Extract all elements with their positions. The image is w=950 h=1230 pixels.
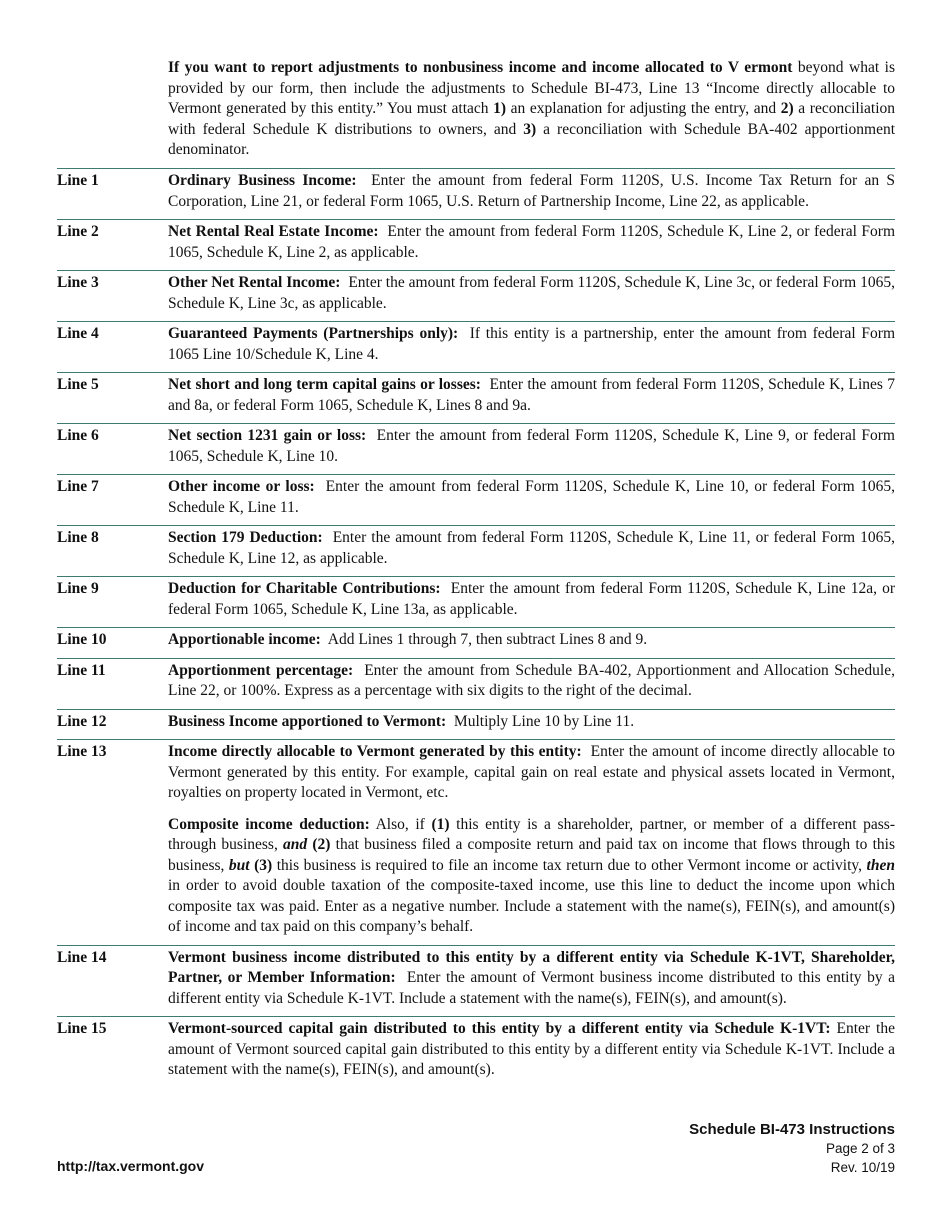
line-label: Line 7 [57, 478, 99, 495]
intro-num-3: 3) [523, 120, 537, 138]
line-text: Enter the amount from Schedule BA-402, Apportionment and Allocation Schedule, Line 22, or 100%. Express as a percentage with six digits to the right of the decimal. [168, 661, 895, 699]
line-row-8 [57, 525, 895, 576]
line-instructions [57, 168, 895, 1088]
line-label: Line 4 [57, 325, 99, 342]
line-row-3 [57, 270, 895, 321]
line-description [168, 477, 895, 518]
line-description [168, 375, 895, 416]
line-description [168, 948, 895, 1010]
composite-emphasis: and [283, 836, 308, 853]
intro-lead: If you want to report adjustments to nonbusiness income and income allocated to V ermont [168, 59, 793, 76]
line-row-14 [57, 945, 895, 1017]
line-label: Line 14 [57, 948, 107, 966]
composite-text: this business is required to file an income tax return due to other Vermont income or activity, [272, 856, 867, 874]
line-text: Enter the amount of income directly allocable to Vermont generated by this entity. For example, capital gain on real estate and physical assets located in Vermont, royalties on property located in Vermont, etc. [168, 743, 895, 801]
line-label: Line 2 [57, 223, 99, 240]
line-label: Line 8 [57, 529, 99, 546]
composite-num: (3) [254, 856, 273, 874]
line-text: Enter the amount from federal Form 1120S, Schedule K, Line 2, or federal Form 1065, Schedule K, Line 2, as applicable. [168, 223, 896, 261]
website-link[interactable]: http://tax.vermont.gov [57, 1158, 205, 1174]
line-title: Vermont business income distributed to this entity by a different entity via Schedule K-1VT, Shareholder, Partner, or Member Information: [168, 948, 895, 986]
intro-text-1: beyond what is provided by our form, then include the adjustments to Schedule BI-473, Line 13 “Income directly allocable to Vermont generated by this entity.” You must attach [168, 59, 895, 117]
line-text: Enter the amount from federal Form 1120S, Schedule K, Line 3c, or federal Form 1065, Schedule K, Line 3c, as applicable. [168, 274, 896, 312]
line-title: Deduction for Charitable Contributions: [168, 580, 441, 597]
line-row-15 [57, 1016, 895, 1088]
composite-text: Also, if [369, 815, 432, 833]
line-title: Other income or loss: [168, 478, 315, 495]
line-label: Line 5 [57, 376, 99, 393]
line-label: Line 9 [57, 580, 99, 597]
line-text: Enter the amount from federal Form 1120S, Schedule K, Line 11, or federal Form 1065, Schedule K, Line 12, as applicable. [168, 529, 895, 567]
line-text: Add Lines 1 through 7, then subtract Lines 8 and 9. [327, 631, 648, 648]
line-description [168, 171, 895, 212]
line-text: Enter the amount from federal Form 1120S, Schedule K, Lines 7 and 8a, or federal Form 1065, Schedule K, Lines 8 and 9a. [168, 376, 895, 414]
line-text: Enter the amount from federal Form 1120S, Schedule K, Line 9, or federal Form 1065, Schedule K, Line 10. [168, 427, 895, 465]
composite-num: (2) [312, 836, 331, 853]
composite-text: that business filed a composite return and paid tax on income that flows through to this business, [168, 836, 896, 874]
line-title: Section 179 Deduction: [168, 529, 323, 546]
footer-info [689, 1120, 895, 1177]
line-description [168, 528, 895, 569]
intro-text-2: an explanation for adjusting the entry, and [506, 100, 781, 117]
line-row-13 [57, 739, 895, 945]
composite-emphasis: then [866, 856, 895, 874]
intro-text-4: a reconciliation with Schedule BA-402 apportionment denominator. [168, 120, 896, 158]
line-description [168, 579, 895, 620]
line-row-2 [57, 219, 895, 270]
line-label: Line 15 [57, 1020, 107, 1037]
line-text: Multiply Line 10 by Line 11. [453, 712, 635, 730]
line-label: Line 12 [57, 712, 107, 730]
line-text: Enter the amount of Vermont sourced capital gain distributed to this entity by a different entity via Schedule K-1VT. Include a statement with the name(s), FEIN(s), and amount(s). [168, 1020, 895, 1078]
line-description [168, 426, 895, 467]
line-title: Ordinary Business Income: [168, 172, 357, 189]
line-label: Line 3 [57, 274, 99, 291]
line-title: Net Rental Real Estate Income: [168, 223, 379, 240]
line-description [168, 1019, 895, 1081]
line-label: Line 10 [57, 631, 107, 648]
line-row-1 [57, 168, 895, 219]
line-description [168, 324, 895, 365]
line-row-7 [57, 474, 895, 525]
composite-text: this entity is a shareholder, partner, or member of a different pass-through business, [168, 815, 895, 853]
line-description [168, 273, 895, 314]
line-description [168, 712, 895, 733]
line-text: If this entity is a partnership, enter the amount from federal Form 1065 Line 10/Schedule K, Line 4. [168, 325, 896, 363]
intro-num-2: 2) [780, 100, 794, 117]
line-title: Vermont-sourced capital gain distributed to this entity by a different entity via Schedule K-1VT: [168, 1020, 831, 1037]
intro-num-1: 1) [493, 100, 507, 117]
line-title: Net short and long term capital gains or losses: [168, 376, 481, 393]
composite-num: (1) [431, 815, 450, 833]
composite-income-paragraph [168, 815, 895, 938]
line-label: Line 6 [57, 427, 99, 444]
line-row-10 [57, 627, 895, 658]
line-description [168, 222, 895, 263]
line-label: Line 11 [57, 661, 106, 679]
line-text: Enter the amount from federal Form 1120S, Schedule K, Line 10, or federal Form 1065, Schedule K, Line 11. [168, 478, 895, 516]
line-title: Other Net Rental Income: [168, 274, 341, 291]
line-title: Guaranteed Payments (Partnerships only): [168, 325, 459, 342]
line-title: Income directly allocable to Vermont generated by this entity: [168, 743, 582, 760]
revision-date: Rev. 10/19 [830, 1160, 895, 1175]
composite-title: Composite income deduction: [168, 815, 370, 833]
line-row-9 [57, 576, 895, 627]
line-title: Net section 1231 gain or loss: [168, 427, 367, 444]
line-text: Enter the amount from federal Form 1120S, U.S. Income Tax Return for an S Corporation, Line 21, or federal Form 1065, U.S. Return of Partnership Income, Line 22, as applicable. [168, 172, 896, 210]
intro-text-3: a reconciliation with federal Schedule K distributions to owners, and [168, 100, 896, 138]
line-text: Enter the amount of Vermont business income distributed to this entity by a different entity via Schedule K-1VT. Include a statement with the name(s), FEIN(s), and amount(s). [168, 969, 896, 1007]
line-label: Line 1 [57, 172, 99, 189]
line-row-4 [57, 321, 895, 372]
line-row-12 [57, 709, 895, 740]
page-footer [57, 1120, 895, 1180]
intro-paragraph [168, 58, 895, 161]
line-row-6 [57, 423, 895, 474]
page-number: Page 2 of 3 [825, 1141, 895, 1156]
line-row-5 [57, 372, 895, 423]
line-title: Business Income apportioned to Vermont: [168, 712, 447, 730]
line-label: Line 13 [57, 743, 107, 760]
line-row-11 [57, 658, 895, 709]
line-title: Apportionment percentage: [168, 661, 354, 679]
line-title: Apportionable income: [168, 631, 321, 648]
line-description [168, 630, 895, 651]
line-description [168, 661, 895, 702]
line-description [168, 742, 895, 938]
composite-text: in order to avoid double taxation of the composite-taxed income, use this line to deduct the income upon which composite tax was paid. Enter as a negative number. Include a statement with the name(s), FEIN(s), and amount(s) of income and tax paid on this company’s behalf. [168, 877, 895, 935]
line-text: Enter the amount from federal Form 1120S, Schedule K, Line 12a, or federal Form 1065, Schedule K, Line 13a, as applicable. [168, 580, 895, 618]
document-title: Schedule BI-473 Instructions [689, 1121, 895, 1138]
composite-emphasis: but [228, 856, 250, 874]
